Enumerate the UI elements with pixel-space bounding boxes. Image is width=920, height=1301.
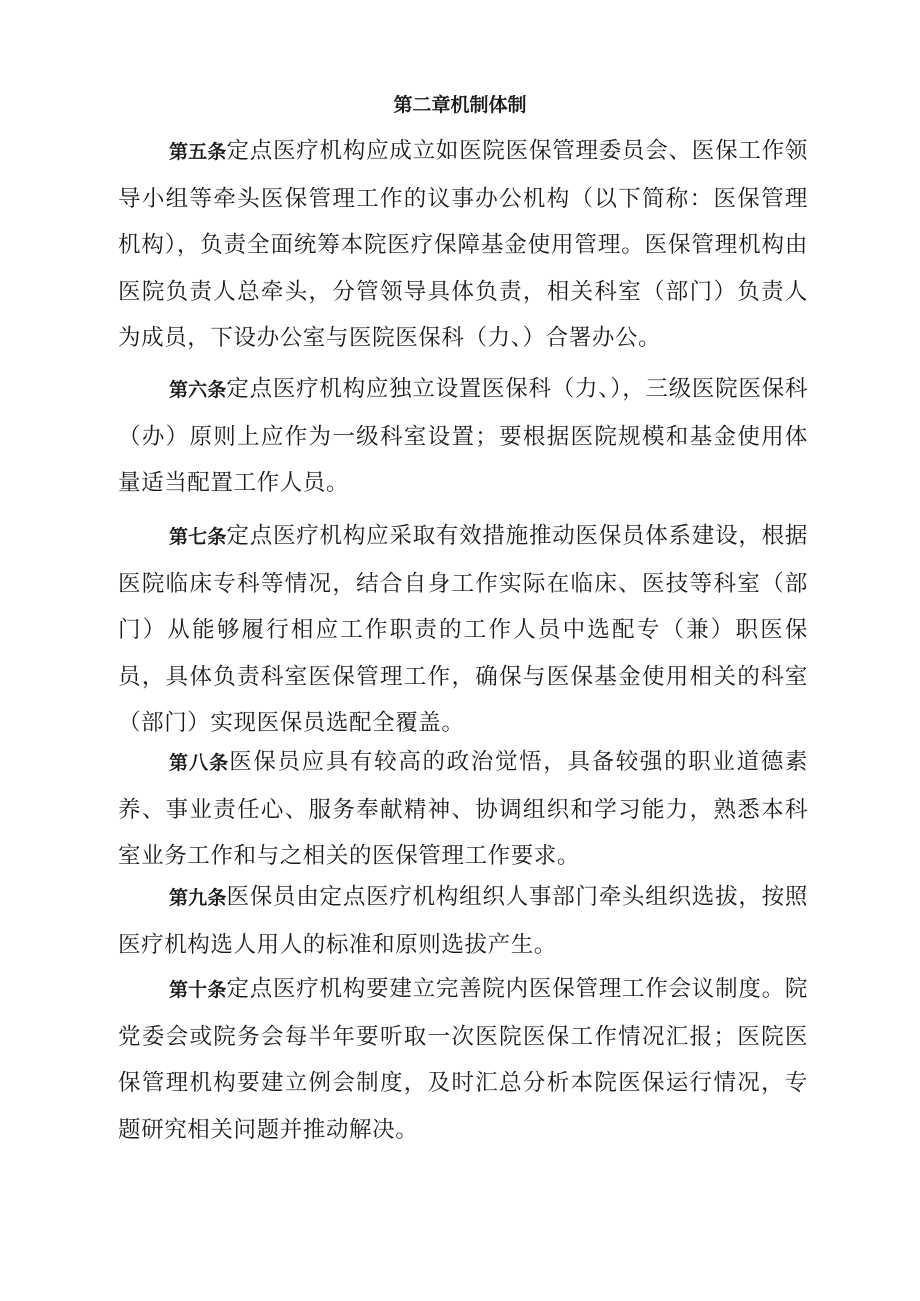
chapter-title: 第二章机制体制 [393, 94, 527, 116]
article-label: 第九条 [169, 887, 227, 909]
article-text: 医保员由定点医疗机构组织人事部门牵头组织选拔，按照医疗机构选人用人的标准和原则选拔产生。 [118, 884, 808, 958]
article-7 [118, 513, 808, 747]
article-6 [118, 366, 808, 507]
article-label: 第八条 [169, 752, 230, 774]
article-text: 定点医疗机构应采取有效措施推动医保员体系建设，根据医院临床专科等情况，结合自身工作实际在临床、医技等科室（部门）从能够履行相应工作职责的工作人员中选配专（兼）职医保员，具体负责科室医保管理工作，确保与医保基金使用相关的科室（部门）实现医保员选配全覆盖。 [118, 523, 808, 736]
article-text: 定点医疗机构应独立设置医保科（力、），三级医院医保科（办）原则上应作为一级科室设置；要根据医院规模和基金使用体量适当配置工作人员。 [118, 376, 808, 496]
article-text: 医保员应具有较高的政治觉悟，具备较强的职业道德素养、事业责任心、服务奉献精神、协调组织和学习能力，熟悉本科室业务工作和与之相关的医保管理工作要求。 [118, 749, 808, 869]
article-text: 定点医疗机构要建立完善院内医保管理工作会议制度。院党委会或院务会每半年要听取一次医院医保工作情况汇报；医院医保管理机构要建立例会制度，及时汇总分析本院医保运行情况，专题研究相关问题并推动解决。 [118, 976, 808, 1143]
article-text: 定点医疗机构应成立如医院医保管理委员会、医保工作领导小组等牵头医保管理工作的议事办公机构（以下简称：医保管理机构），负责全面统筹本院医疗保障基金使用管理。医保管理机构由医院负责人总牵头，分管领导具体负责，相关科室（部门）负责人为成员，下设办公室与医院医保科（力、）合署办公。 [118, 138, 808, 351]
article-9 [118, 874, 808, 968]
article-10 [118, 966, 808, 1153]
article-label: 第六条 [169, 379, 227, 401]
article-label: 第七条 [169, 526, 227, 548]
article-label: 第十条 [169, 979, 227, 1001]
article-5 [118, 128, 808, 362]
article-8 [118, 739, 808, 880]
article-label: 第五条 [169, 141, 227, 163]
